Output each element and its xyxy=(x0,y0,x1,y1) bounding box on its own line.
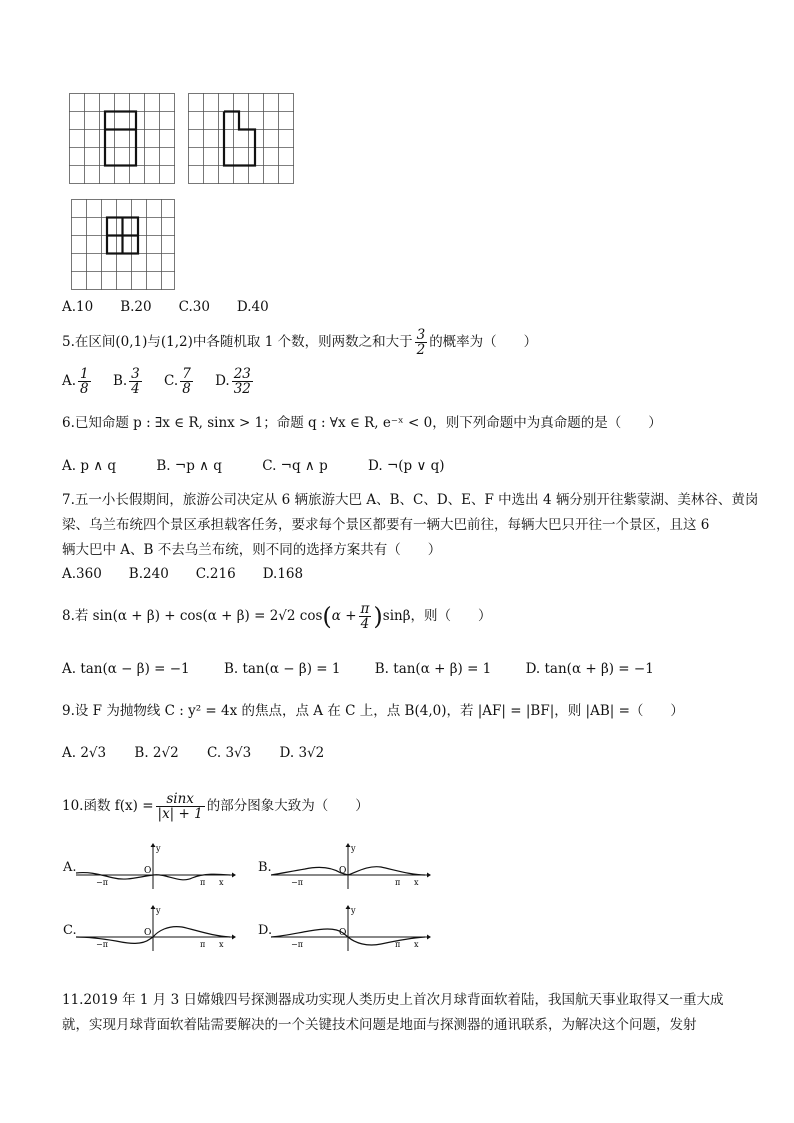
q8-frac-num: π xyxy=(360,601,370,617)
q5-opt-d-label: D. xyxy=(215,373,230,389)
q10-opt-d-label: D. xyxy=(258,923,273,938)
neg-pi-label: −π xyxy=(96,940,108,949)
q6-opt-b: B. ¬p ∧ q xyxy=(156,458,222,474)
q5-stem-before: 5.在区间 xyxy=(62,334,116,350)
q8-stem-before: 8.若 sin(α + β) + cos(α + β) = 2√2 cos xyxy=(62,608,323,624)
neg-pi-label: −π xyxy=(291,878,303,887)
origin-label: O xyxy=(339,866,347,876)
q10-graph-b xyxy=(271,843,431,891)
origin-label: O xyxy=(144,928,152,938)
q5-opt-a-frac xyxy=(78,367,91,396)
q5-opt-d-num: 23 xyxy=(233,366,251,382)
q5-interval1: (0,1) xyxy=(115,334,148,350)
q6-opt-c: C. ¬q ∧ p xyxy=(262,458,328,474)
neg-pi-label: −π xyxy=(291,940,303,949)
q5-mid: 与 xyxy=(147,334,161,350)
q5-opt-b-num: 3 xyxy=(131,366,140,382)
q10-graph-d xyxy=(271,905,431,953)
q8-opt-a: A. tan(α − β) = −1 xyxy=(62,661,190,677)
q9-opt-a: A. 2√3 xyxy=(62,745,107,761)
x-axis-arrow xyxy=(232,935,236,940)
q5-opt-b xyxy=(112,366,144,397)
q5-opt-c-frac xyxy=(180,367,193,396)
x-label: x xyxy=(219,940,224,949)
y-label: y xyxy=(156,844,161,853)
q5-opt-d-den: 32 xyxy=(233,381,251,397)
q10-stem-after: 的部分图象大致为（ ） xyxy=(206,798,369,814)
q10-stem xyxy=(62,789,369,823)
q5-opt-a xyxy=(62,366,93,397)
q5-fraction xyxy=(415,328,428,357)
q6-stem: 6.已知命题 p : ∃x ∈ R, sinx > 1；命题 q : ∀x ∈ R, e⁻ˣ < 0，则下列命题中为真命题的是（ ） xyxy=(62,415,662,431)
x-label: x xyxy=(219,878,224,887)
origin-label: O xyxy=(339,928,347,938)
q9-stem: 9.设 F 为抛物线 C : y² = 4x 的焦点，点 A 在 C 上，点 B(4,0)，若 |AF| = |BF|，则 |AB| =（ ） xyxy=(62,703,684,719)
q8-alpha-plus: α + xyxy=(331,608,357,624)
q5-opt-c-den: 8 xyxy=(182,381,191,397)
q9-opt-d: D. 3√2 xyxy=(279,745,325,761)
q5-stem xyxy=(62,328,537,357)
q10-opt-b-label: B. xyxy=(258,860,272,875)
x-label: x xyxy=(414,878,419,887)
q5-opt-a-num: 1 xyxy=(80,366,89,382)
q11-line2: 就，实现月球背面软着陆需要解决的一个关键技术问题是地面与探测器的通讯联系，为解决这个问题，发射 xyxy=(62,1017,697,1033)
q8-opt-b: B. tan(α − β) = 1 xyxy=(223,661,341,677)
q6-opt-d: D. ¬(p ∨ q) xyxy=(368,458,445,474)
neg-pi-label: −π xyxy=(96,878,108,887)
q8-paren-close: ) xyxy=(373,602,383,631)
q7-line2: 梁、乌兰布统四个景区承担载客任务，要求每个景区都要有一辆大巴前往，每辆大巴只开往一个景区，且这 6 xyxy=(62,517,710,533)
q5-opt-b-frac xyxy=(129,367,142,396)
y-label: y xyxy=(156,906,161,915)
q5-frac-den: 2 xyxy=(416,342,426,358)
grid-figure-top xyxy=(71,199,175,290)
q9-opt-b: B. 2√2 xyxy=(134,745,179,761)
x-label: x xyxy=(414,940,419,949)
q6-options xyxy=(62,456,445,476)
q5-options xyxy=(62,366,255,396)
q9-options xyxy=(62,743,324,763)
q5-opt-c-label: C. xyxy=(164,373,179,389)
q10-graph-a xyxy=(76,843,236,891)
q5-opt-c-num: 7 xyxy=(182,366,191,382)
q8-fraction xyxy=(359,602,372,631)
q7-line1: 7.五一小长假期间，旅游公司决定从 6 辆旅游大巴 A、B、C、D、E、F 中选出 4 辆分别开往紫蒙湖、美林谷、黄岗 xyxy=(62,492,759,508)
q8-opt-d: D. tan(α + β) = −1 xyxy=(525,661,654,677)
y-axis-arrow xyxy=(346,905,351,909)
q6-opt-a: A. p ∧ q xyxy=(62,458,117,474)
grid-figure-front xyxy=(69,93,175,184)
pi-label: π xyxy=(395,878,401,887)
x-axis-arrow xyxy=(427,873,431,878)
q11-line1: 11.2019 年 1 月 3 日嫦娥四号探测器成功实现人类历史上首次月球背面软着陆，我国航天事业取得又一重大成 xyxy=(62,992,724,1008)
origin-label: O xyxy=(144,866,152,876)
q8-stem-after: sinβ，则（ ） xyxy=(382,608,492,624)
q8-opt-c: B. tan(α + β) = 1 xyxy=(374,661,492,677)
q9-opt-c: C. 3√3 xyxy=(207,745,252,761)
pi-label: π xyxy=(395,940,401,949)
q5-opt-b-den: 4 xyxy=(131,381,140,397)
q8-frac-den: 4 xyxy=(360,616,370,632)
q5-stem-mid: 中各随机取 1 个数，则两数之和大于 xyxy=(192,334,413,350)
y-axis-arrow xyxy=(346,843,351,847)
y-axis-arrow xyxy=(151,843,156,847)
q5-frac-num: 3 xyxy=(416,327,426,343)
x-axis-arrow xyxy=(232,873,236,878)
q5-opt-b-label: B. xyxy=(112,373,128,389)
q10-graph-c xyxy=(76,905,236,953)
y-label: y xyxy=(351,844,356,853)
q10-opt-a-label: A. xyxy=(63,860,77,875)
y-axis-arrow xyxy=(151,905,156,909)
q5-opt-d-frac xyxy=(232,367,253,396)
q5-opt-a-den: 8 xyxy=(80,381,89,397)
q10-frac-num: sinx xyxy=(156,792,205,807)
q8-options xyxy=(62,659,654,679)
q5-stem-after: 的概率为（ ） xyxy=(429,334,538,350)
q8-stem xyxy=(62,601,492,632)
q5-opt-d xyxy=(215,366,255,397)
q10-frac-den: |x| + 1 xyxy=(157,806,203,822)
y-label: y xyxy=(351,906,356,915)
q5-interval2: (1,2) xyxy=(160,334,193,350)
q10-opt-c-label: C. xyxy=(63,923,77,938)
q5-opt-c xyxy=(164,366,195,397)
grid-figure-side xyxy=(188,93,294,184)
q7-options: A.360 B.240 C.216 D.168 xyxy=(62,566,304,582)
pi-label: π xyxy=(200,940,206,949)
q8-paren-open: ( xyxy=(322,602,332,631)
q4-options: A.10 B.20 C.30 D.40 xyxy=(62,299,269,315)
q10-stem-before: 10.函数 f(x) = xyxy=(62,798,154,814)
q5-opt-a-label: A. xyxy=(62,373,77,389)
x-axis-arrow xyxy=(427,935,431,940)
q7-line3: 辆大巴中 A、B 不去乌兰布统，则不同的选择方案共有（ ） xyxy=(62,542,442,558)
q10-fraction xyxy=(156,792,205,821)
pi-label: π xyxy=(200,878,206,887)
